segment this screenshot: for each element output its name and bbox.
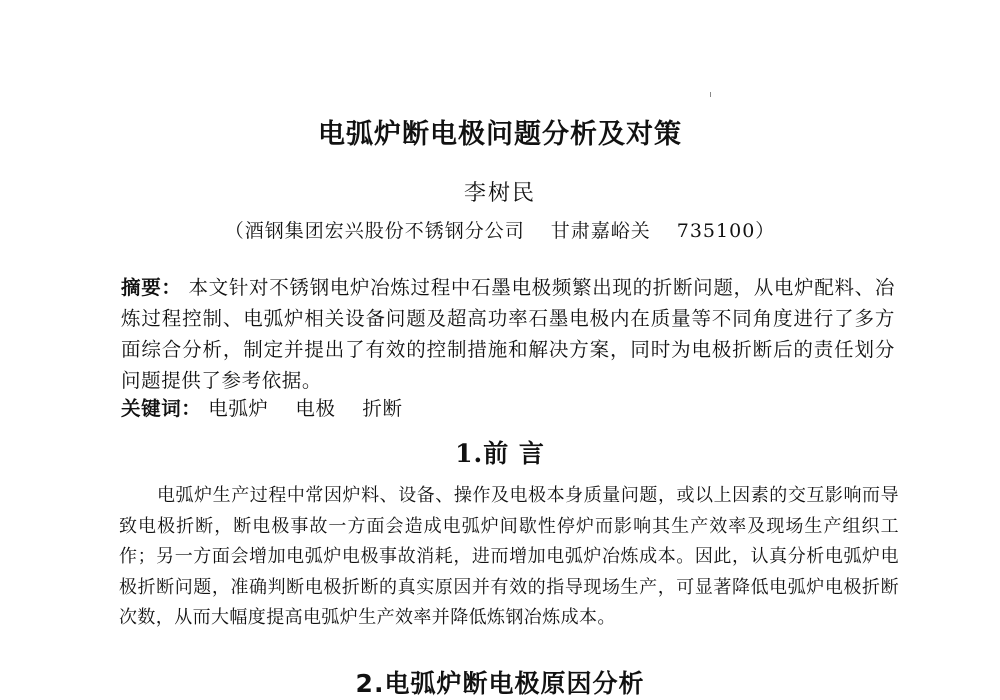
abstract-label: 摘要： xyxy=(121,276,182,299)
affiliation-location: 甘肃嘉峪关 xyxy=(550,220,651,242)
scan-speck xyxy=(710,92,711,97)
abstract-text: 本文针对不锈钢电炉冶炼过程中石墨电极频繁出现的折断问题，从电炉配料、冶炼过程控制、电弧炉相关设备问题及超高功率石墨电极内在质量等不同角度进行了多方面综合分析，制定并提出了有效的控制措施和解决方案，同时为电极折断后的责任划分问题提供了参考依据。 xyxy=(121,276,895,392)
paper-title: 电弧炉断电极问题分析及对策 xyxy=(318,119,682,150)
section-heading-introduction: 1.前 言 xyxy=(455,439,545,468)
keywords xyxy=(121,394,895,424)
affiliation-org: （酒钢集团宏兴股份不锈钢分公司 xyxy=(224,220,525,242)
author-affiliation xyxy=(0,216,1000,243)
author-name: 李树民 xyxy=(463,181,536,206)
abstract xyxy=(121,272,895,396)
keyword: 电极 xyxy=(295,397,336,420)
keyword: 电弧炉 xyxy=(208,397,269,420)
keyword: 折断 xyxy=(362,397,403,420)
keywords-label: 关键词： xyxy=(121,397,202,420)
affiliation-postcode: 735100） xyxy=(676,220,776,242)
section-heading-cause-analysis: 2.电弧炉断电极原因分析 xyxy=(355,669,645,698)
introduction-paragraph: 电弧炉生产过程中常因炉料、设备、操作及电极本身质量问题，或以上因素的交互影响而导致电极折断，断电极事故一方面会造成电弧炉间歇性停炉而影响其生产效率及现场生产组织工作；另一方面会增加电弧炉电极事故消耗，进而增加电弧炉冶炼成本。因此，认真分析电弧炉电极折断问题，准确判断电极折断的真实原因并有效的指导现场生产，可显著降低电弧炉电极折断次数，从而大幅度提高电弧炉生产效率并降低炼钢冶炼成本。 xyxy=(119,485,899,628)
